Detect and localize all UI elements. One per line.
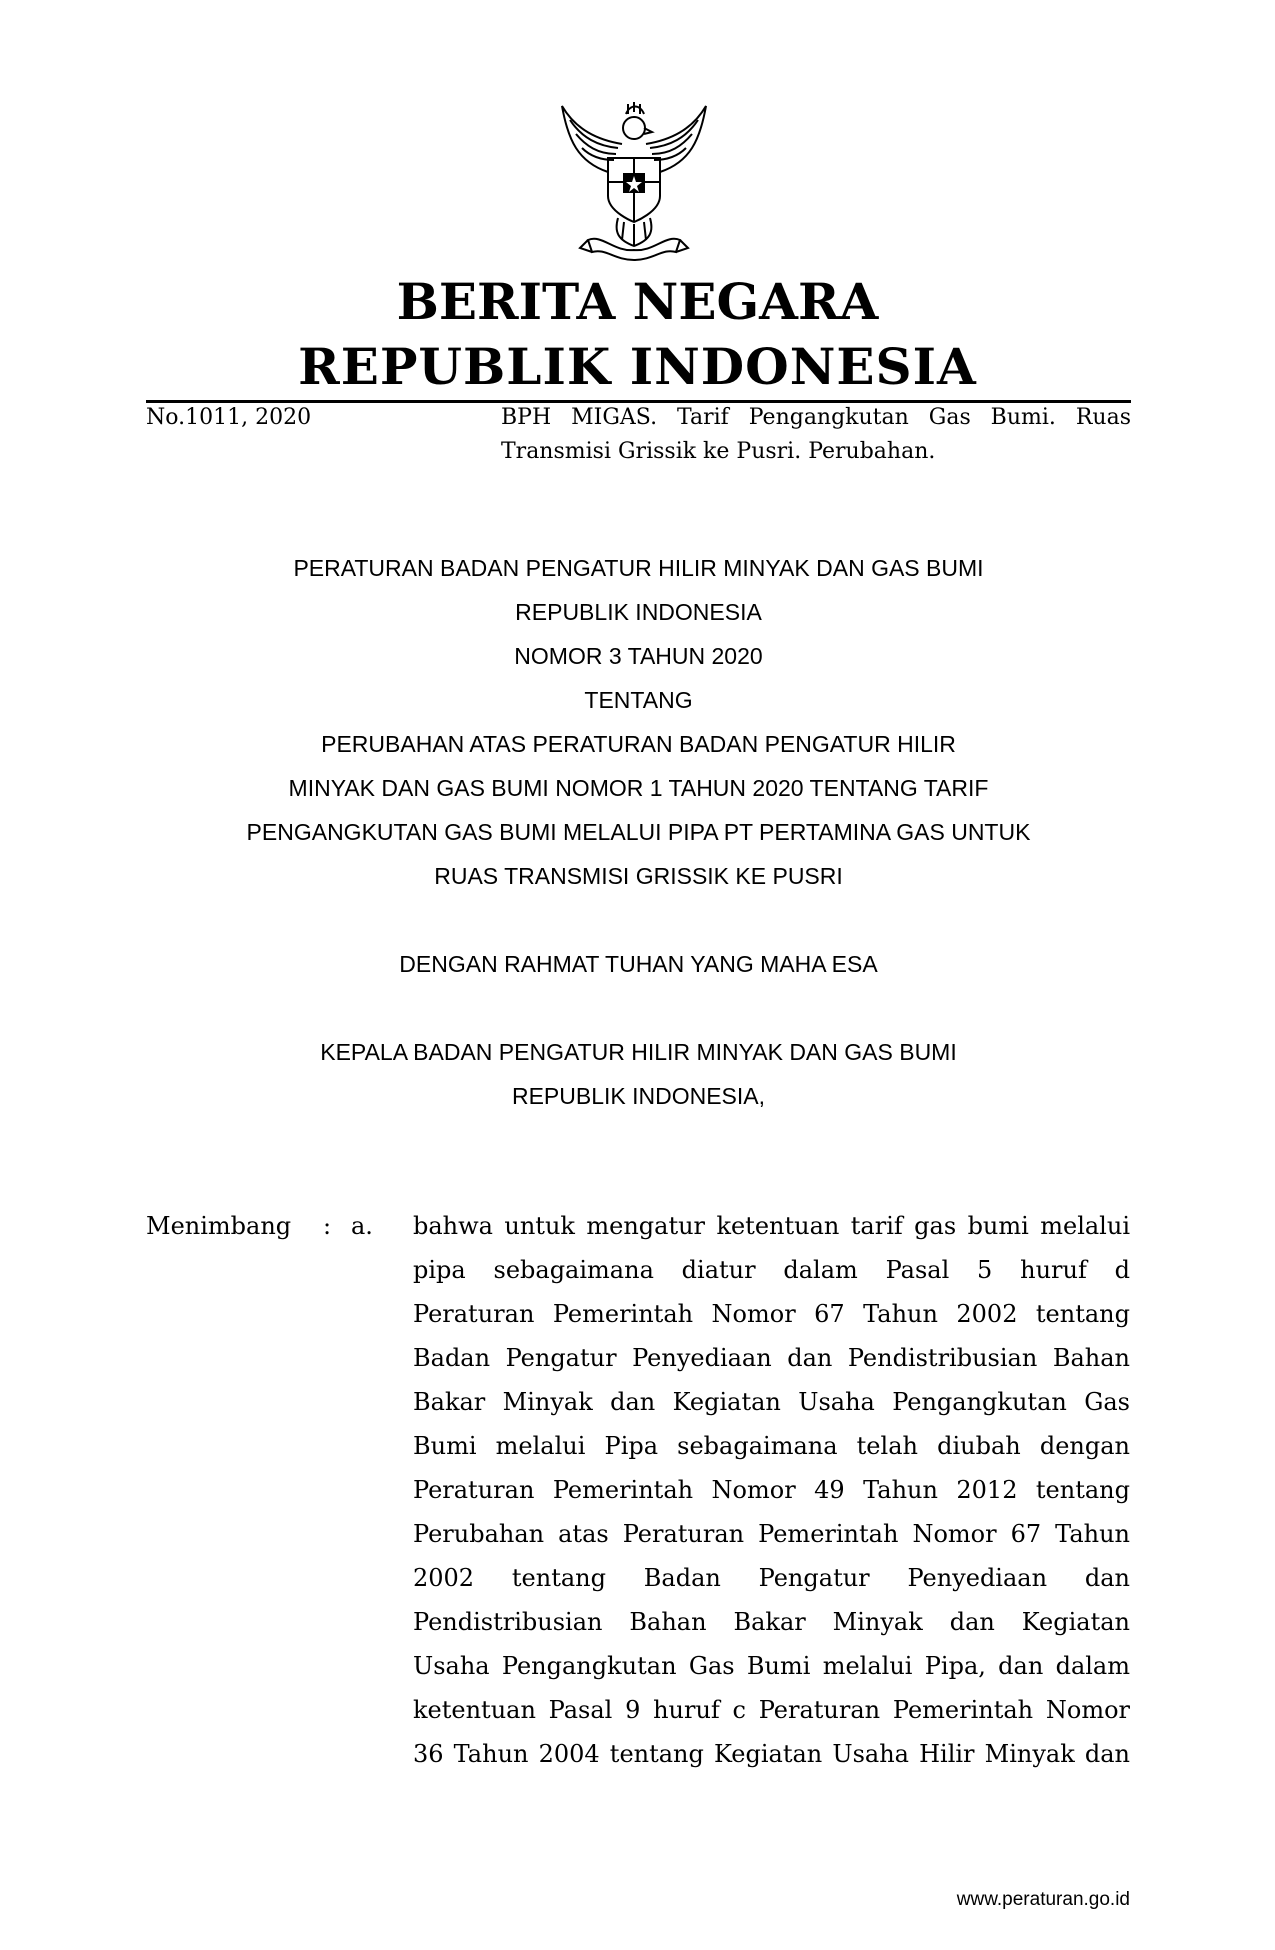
- gazette-number: No.1011, 2020: [146, 405, 312, 430]
- body-line: Perubahan atas Peraturan Pemerintah Nomor 67 Tahun: [413, 1520, 1130, 1548]
- body-line: bahwa untuk mengatur ketentuan tarif gas bumi melalui: [413, 1212, 1130, 1240]
- body-line: Peraturan Pemerintah Nomor 49 Tahun 2012 tentang: [413, 1476, 1130, 1504]
- menimbang-label: Menimbang: [146, 1212, 292, 1240]
- body-line: Usaha Pengangkutan Gas Bumi melalui Pipa, dan dalam: [413, 1652, 1130, 1680]
- menimbang-item-text: [413, 1204, 1130, 1776]
- regulation-title-line: REPUBLIK INDONESIA: [515, 599, 762, 625]
- regulation-title-line: TENTANG: [584, 687, 693, 713]
- body-line: Bumi melalui Pipa sebagaimana telah diubah dengan: [413, 1432, 1130, 1460]
- garuda-emblem-icon: [558, 100, 710, 262]
- footer-url[interactable]: www.peraturan.go.id: [956, 1889, 1130, 1910]
- invocation-text: DENGAN RAHMAT TUHAN YANG MAHA ESA: [399, 951, 878, 977]
- masthead-title-line1: BERITA NEGARA: [396, 272, 879, 331]
- menimbang-colon: :: [323, 1212, 332, 1240]
- menimbang-item-letter: a.: [351, 1212, 373, 1240]
- regulation-title-line: NOMOR 3 TAHUN 2020: [514, 643, 763, 669]
- regulation-title: [146, 546, 1131, 898]
- regulation-title-line: MINYAK DAN GAS BUMI NOMOR 1 TAHUN 2020 TENTANG TARIF: [288, 775, 989, 801]
- body-line: Badan Pengatur Penyediaan dan Pendistribusian Bahan: [413, 1344, 1130, 1372]
- regulation-title-line: PERATURAN BADAN PENGATUR HILIR MINYAK DAN GAS BUMI: [293, 555, 984, 581]
- masthead-title-line2: REPUBLIK INDONESIA: [298, 337, 977, 396]
- issuer-line: REPUBLIK INDONESIA,: [511, 1083, 766, 1109]
- body-line: pipa sebagaimana diatur dalam Pasal 5 huruf d: [413, 1256, 1130, 1284]
- gazette-description: BPH MIGAS. Tarif Pengangkutan Gas Bumi. Ruas Transmisi Grissik ke Pusri. Perubahan.: [501, 405, 1131, 464]
- body-line: ketentuan Pasal 9 huruf c Peraturan Pemerintah Nomor: [413, 1696, 1130, 1724]
- issuer-block: [146, 1030, 1131, 1118]
- body-line: 2002 tentang Badan Pengatur Penyediaan dan: [413, 1564, 1130, 1592]
- body-line: Peraturan Pemerintah Nomor 67 Tahun 2002 tentang: [413, 1300, 1130, 1328]
- issuer-line: KEPALA BADAN PENGATUR HILIR MINYAK DAN GAS BUMI: [320, 1039, 957, 1065]
- regulation-title-line: PERUBAHAN ATAS PERATURAN BADAN PENGATUR HILIR: [321, 731, 956, 757]
- body-line: Bakar Minyak dan Kegiatan Usaha Pengangkutan Gas: [413, 1388, 1130, 1416]
- regulation-title-line: RUAS TRANSMISI GRISSIK KE PUSRI: [434, 863, 843, 889]
- regulation-title-line: PENGANGKUTAN GAS BUMI MELALUI PIPA PT PERTAMINA GAS UNTUK: [246, 819, 1031, 845]
- body-line: 36 Tahun 2004 tentang Kegiatan Usaha Hilir Minyak dan: [413, 1740, 1130, 1768]
- body-line: Pendistribusian Bahan Bakar Minyak dan Kegiatan: [413, 1608, 1130, 1636]
